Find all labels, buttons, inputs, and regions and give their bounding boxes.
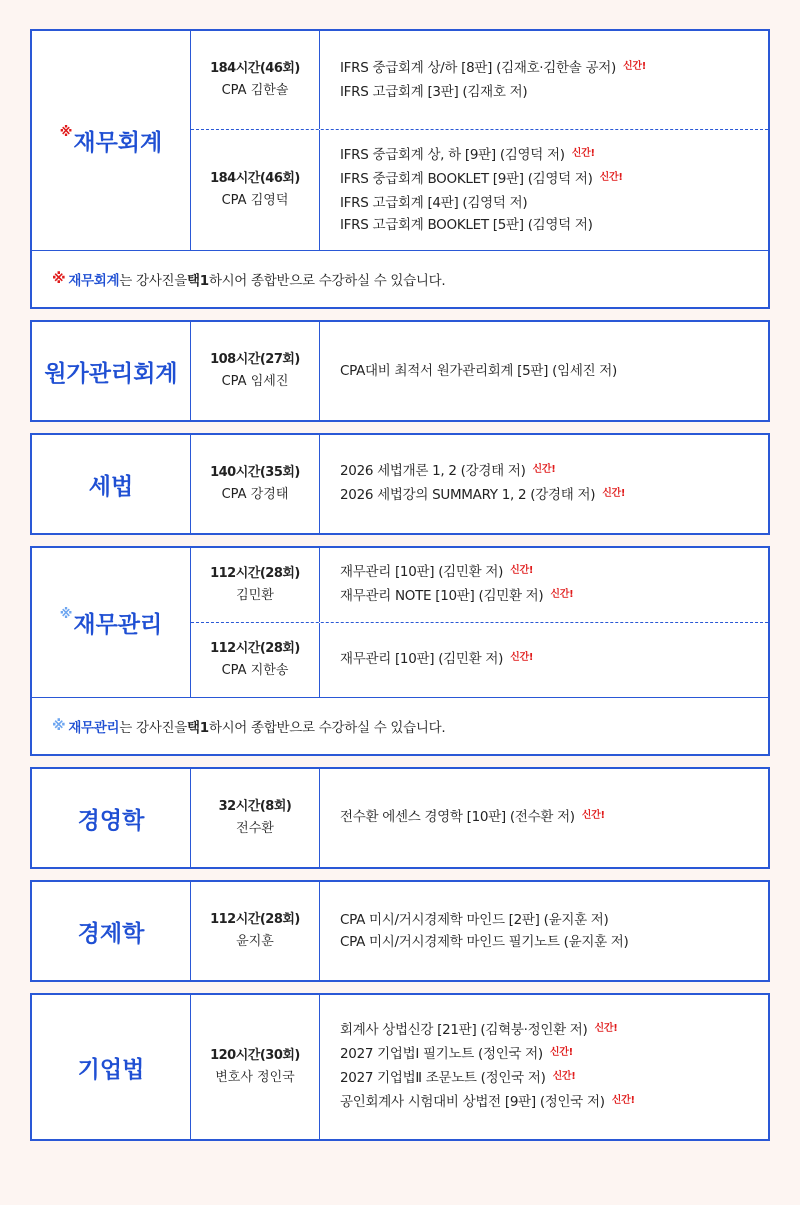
lecture-hours: 108시간(27회) [210, 352, 300, 367]
book-item: IFRS 중급회계 상, 하 [9판] (김영덕 저) $^{신간!}$ [340, 147, 595, 163]
book-item: IFRS 중급회계 BOOKLET [9판] (김영덕 저) $^{신간!}$ [340, 171, 623, 187]
new-badge: 신간! [611, 1095, 635, 1106]
new-badge: 신간! [594, 1023, 618, 1034]
lecture-instructor: CPA 임세진 [221, 374, 289, 389]
new-badge: 신간! [602, 488, 626, 499]
asterisk-mark: ※ [52, 718, 66, 734]
book-list [320, 882, 768, 980]
lecture-instructor: CPA 지한송 [221, 663, 289, 678]
book-item: 전수환 에센스 경영학 [10판] (전수환 저) $^{신간!}$ [340, 809, 605, 825]
book-list [320, 322, 768, 420]
lecture-instructor: 윤지훈 [236, 934, 274, 949]
lecture-instructor: 변호사 정인국 [215, 1070, 295, 1085]
new-badge: 신간! [581, 810, 605, 821]
lecture-instructor: CPA 김영덕 [221, 193, 289, 208]
new-badge: 신간! [510, 565, 534, 576]
lecture-hours: 184시간(46회) [210, 61, 300, 76]
book-list [320, 435, 768, 533]
lecture-hours: 112시간(28회) [210, 641, 300, 656]
book-item: 재무관리 NOTE [10판] (김민환 저) $^{신간!}$ [340, 588, 574, 604]
selection-note: ※ 재무회계 는 강사진을 택1 하시어 종합반으로 수강하실 수 있습니다. [32, 250, 768, 307]
book-list [320, 130, 768, 250]
new-badge: 신간! [510, 652, 534, 663]
book-item: 재무관리 [10판] (김민환 저) $^{신간!}$ [340, 564, 534, 580]
subject-title: 경제학 [32, 882, 191, 980]
lecture-info [191, 435, 320, 533]
book-item: IFRS 고급회계 BOOKLET [5판] (김영덕 저) [340, 217, 593, 233]
course-card-financial-accounting [30, 29, 770, 309]
book-list [320, 31, 768, 129]
new-badge: 신간! [599, 172, 623, 183]
book-list [320, 769, 768, 867]
book-item: CPA 미시/거시경제학 마인드 필기노트 (윤지훈 저) [340, 934, 629, 950]
new-badge: 신간! [532, 464, 556, 475]
asterisk-mark: ※ [59, 607, 73, 622]
course-card-business [30, 767, 770, 869]
subject-title: 경영학 [32, 769, 191, 867]
lecture-row [191, 882, 768, 980]
course-card-tax-law [30, 433, 770, 535]
lecture-row [191, 129, 768, 250]
new-badge: 신간! [571, 148, 595, 159]
lecture-instructor: CPA 강경태 [221, 487, 289, 502]
book-item: 2027 기업법Ⅰ 필기노트 (정인국 저) $^{신간!}$ [340, 1046, 573, 1062]
subject-title: 원가관리회계 [32, 322, 191, 420]
subject-title: 세법 [32, 435, 191, 533]
lecture-row [191, 31, 768, 129]
lecture-hours: 32시간(8회) [218, 799, 292, 814]
book-item: 2026 세법강의 SUMMARY 1, 2 (강경태 저) $^{신간!}$ [340, 487, 626, 503]
lecture-hours: 112시간(28회) [210, 912, 300, 927]
book-item: IFRS 고급회계 [4판] (김영덕 저) [340, 195, 528, 211]
lecture-hours: 120시간(30회) [210, 1048, 300, 1063]
lecture-info [191, 548, 320, 622]
lecture-row [191, 769, 768, 867]
book-item: 재무관리 [10판] (김민환 저) $^{신간!}$ [340, 651, 534, 667]
lecture-hours: 140시간(35회) [210, 465, 300, 480]
book-item: IFRS 고급회계 [3판] (김재호 저) [340, 84, 528, 100]
subject-title: ※ 재무회계 [32, 31, 191, 250]
lecture-instructor: CPA 김한솔 [221, 83, 289, 98]
book-list [320, 548, 768, 622]
book-item: IFRS 중급회계 상/하 [8판] (김재호·김한솔 공저) $^{신간!}$ [340, 60, 646, 76]
lecture-instructor: 전수환 [236, 821, 274, 836]
lecture-row [191, 322, 768, 420]
lecture-row [191, 622, 768, 697]
lecture-row [191, 995, 768, 1139]
asterisk-mark: ※ [52, 271, 66, 287]
new-badge: 신간! [552, 1071, 576, 1082]
new-badge: 신간! [549, 1047, 573, 1058]
lecture-info [191, 31, 320, 129]
lecture-info [191, 322, 320, 420]
book-list [320, 623, 768, 697]
subject-title: ※ 재무관리 [32, 548, 191, 697]
lecture-info [191, 130, 320, 250]
lecture-row [191, 548, 768, 622]
lecture-hours: 184시간(46회) [210, 171, 300, 186]
book-item: CPA 미시/거시경제학 마인드 [2판] (윤지훈 저) [340, 912, 609, 928]
lecture-row [191, 435, 768, 533]
book-item: 2027 기업법Ⅱ 조문노트 (정인국 저) $^{신간!}$ [340, 1070, 576, 1086]
lecture-info [191, 995, 320, 1139]
subject-title: 기업법 [32, 995, 191, 1139]
course-card-corporate-law [30, 993, 770, 1141]
book-item: 공인회계사 시험대비 상법전 [9판] (정인국 저) $^{신간!}$ [340, 1094, 635, 1110]
book-item: CPA대비 최적서 원가관리회계 [5판] (임세진 저) [340, 363, 618, 379]
lecture-info [191, 769, 320, 867]
course-card-cost-accounting [30, 320, 770, 422]
book-item: 2026 세법개론 1, 2 (강경태 저) $^{신간!}$ [340, 463, 556, 479]
book-list [320, 995, 768, 1139]
selection-note: ※ 재무관리 는 강사진을 택1 하시어 종합반으로 수강하실 수 있습니다. [32, 697, 768, 754]
new-badge: 신간! [550, 589, 574, 600]
lecture-instructor: 김민환 [236, 588, 274, 603]
course-card-financial-management [30, 546, 770, 756]
asterisk-mark: ※ [59, 125, 73, 140]
book-item: 회계사 상법신강 [21판] (김혁붕·정인환 저) $^{신간!}$ [340, 1022, 618, 1038]
new-badge: 신간! [622, 61, 646, 72]
lecture-info [191, 623, 320, 697]
lecture-info [191, 882, 320, 980]
course-card-economics [30, 880, 770, 982]
lecture-hours: 112시간(28회) [210, 566, 300, 581]
